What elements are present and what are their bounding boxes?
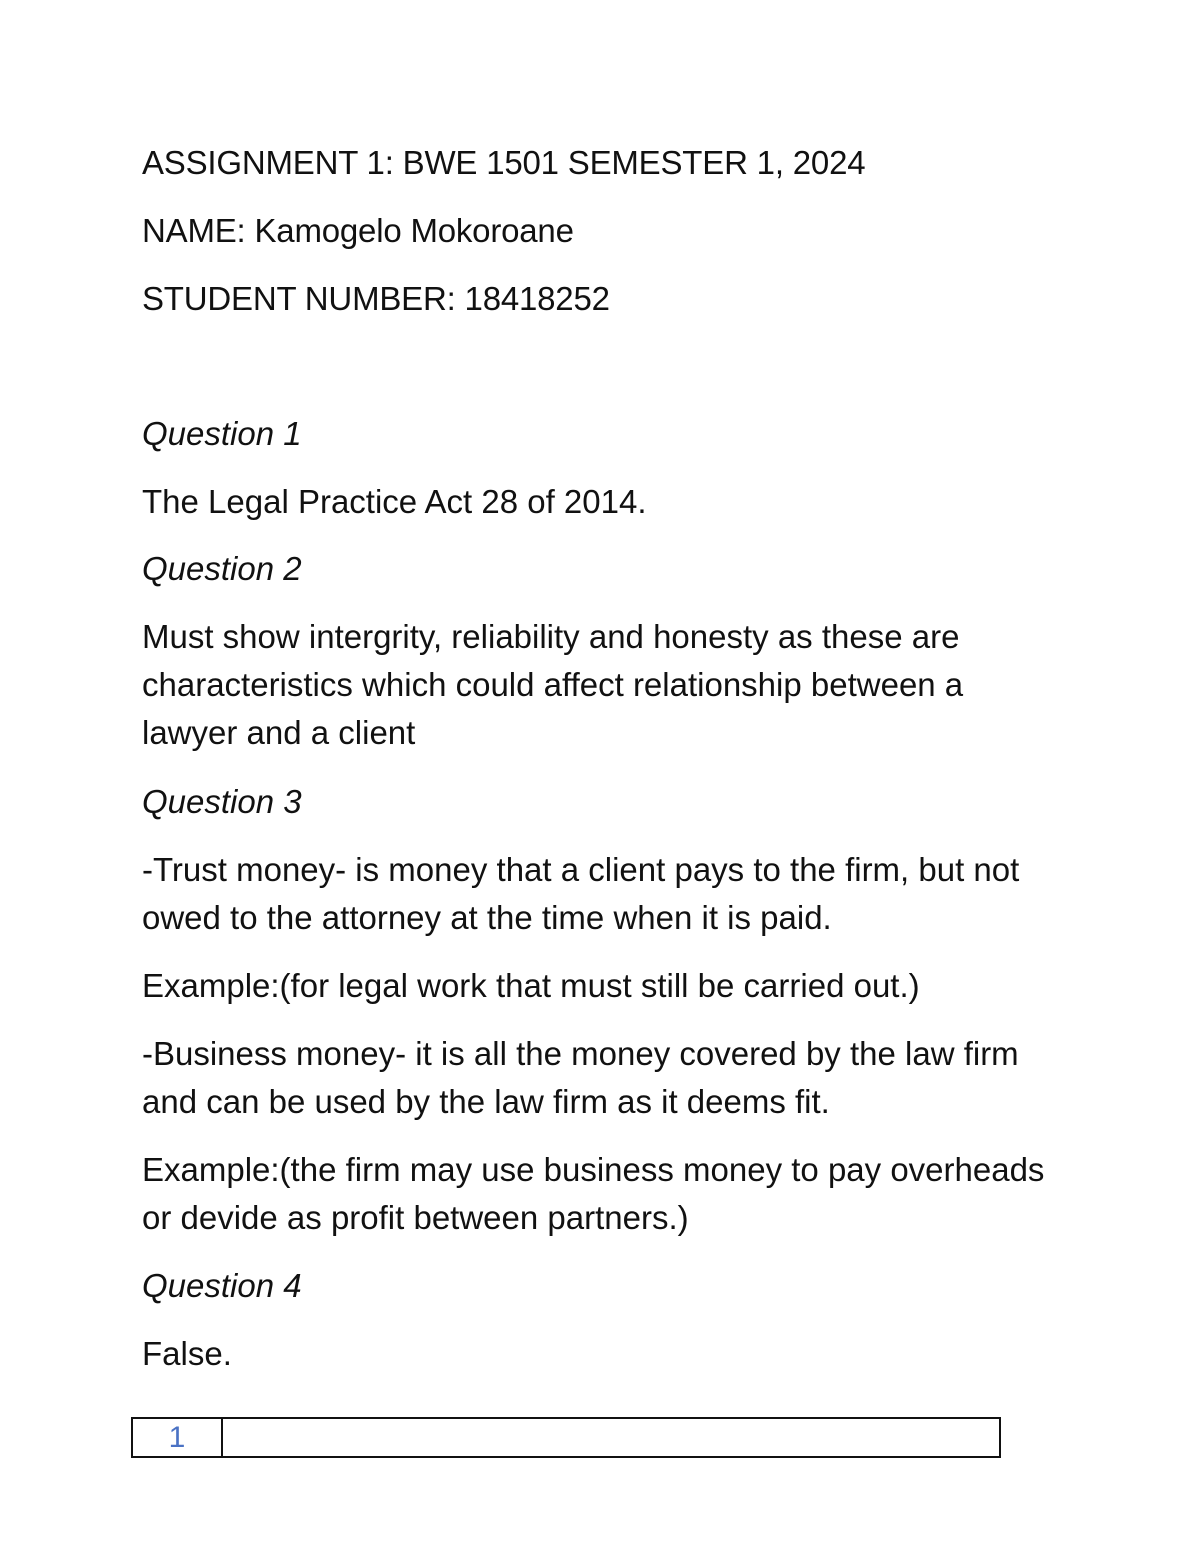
- question-4-heading: Question 4: [142, 1267, 302, 1304]
- question-2-heading: Question 2: [142, 550, 302, 587]
- assignment-title: ASSIGNMENT 1: BWE 1501 SEMESTER 1, 2024: [142, 144, 866, 181]
- page-number: 1: [133, 1419, 223, 1456]
- question-3-business-example: Example:(the firm may use business money to pay overheads or devide as profit between partners.): [142, 1151, 1045, 1236]
- student-number: STUDENT NUMBER: 18418252: [142, 280, 610, 317]
- question-4-answer: False.: [142, 1335, 232, 1372]
- question-1-answer: The Legal Practice Act 28 of 2014.: [142, 483, 647, 520]
- question-1-heading: Question 1: [142, 415, 302, 452]
- question-2-answer: Must show intergrity, reliability and honesty as these are characteristics which could affect relationship between a lawyer and a client: [142, 618, 964, 751]
- question-3-heading: Question 3: [142, 783, 302, 820]
- footer-empty-cell: [223, 1419, 999, 1456]
- page-footer: [131, 1417, 1001, 1458]
- question-3-trust-example: Example:(for legal work that must still be carried out.): [142, 967, 920, 1004]
- question-3-business-money: -Business money- it is all the money covered by the law firm and can be used by the law firm as it deems fit.: [142, 1035, 1019, 1120]
- student-name: NAME: Kamogelo Mokoroane: [142, 212, 574, 249]
- question-3-trust-money: -Trust money- is money that a client pays to the firm, but not owed to the attorney at the time when it is paid.: [142, 851, 1020, 936]
